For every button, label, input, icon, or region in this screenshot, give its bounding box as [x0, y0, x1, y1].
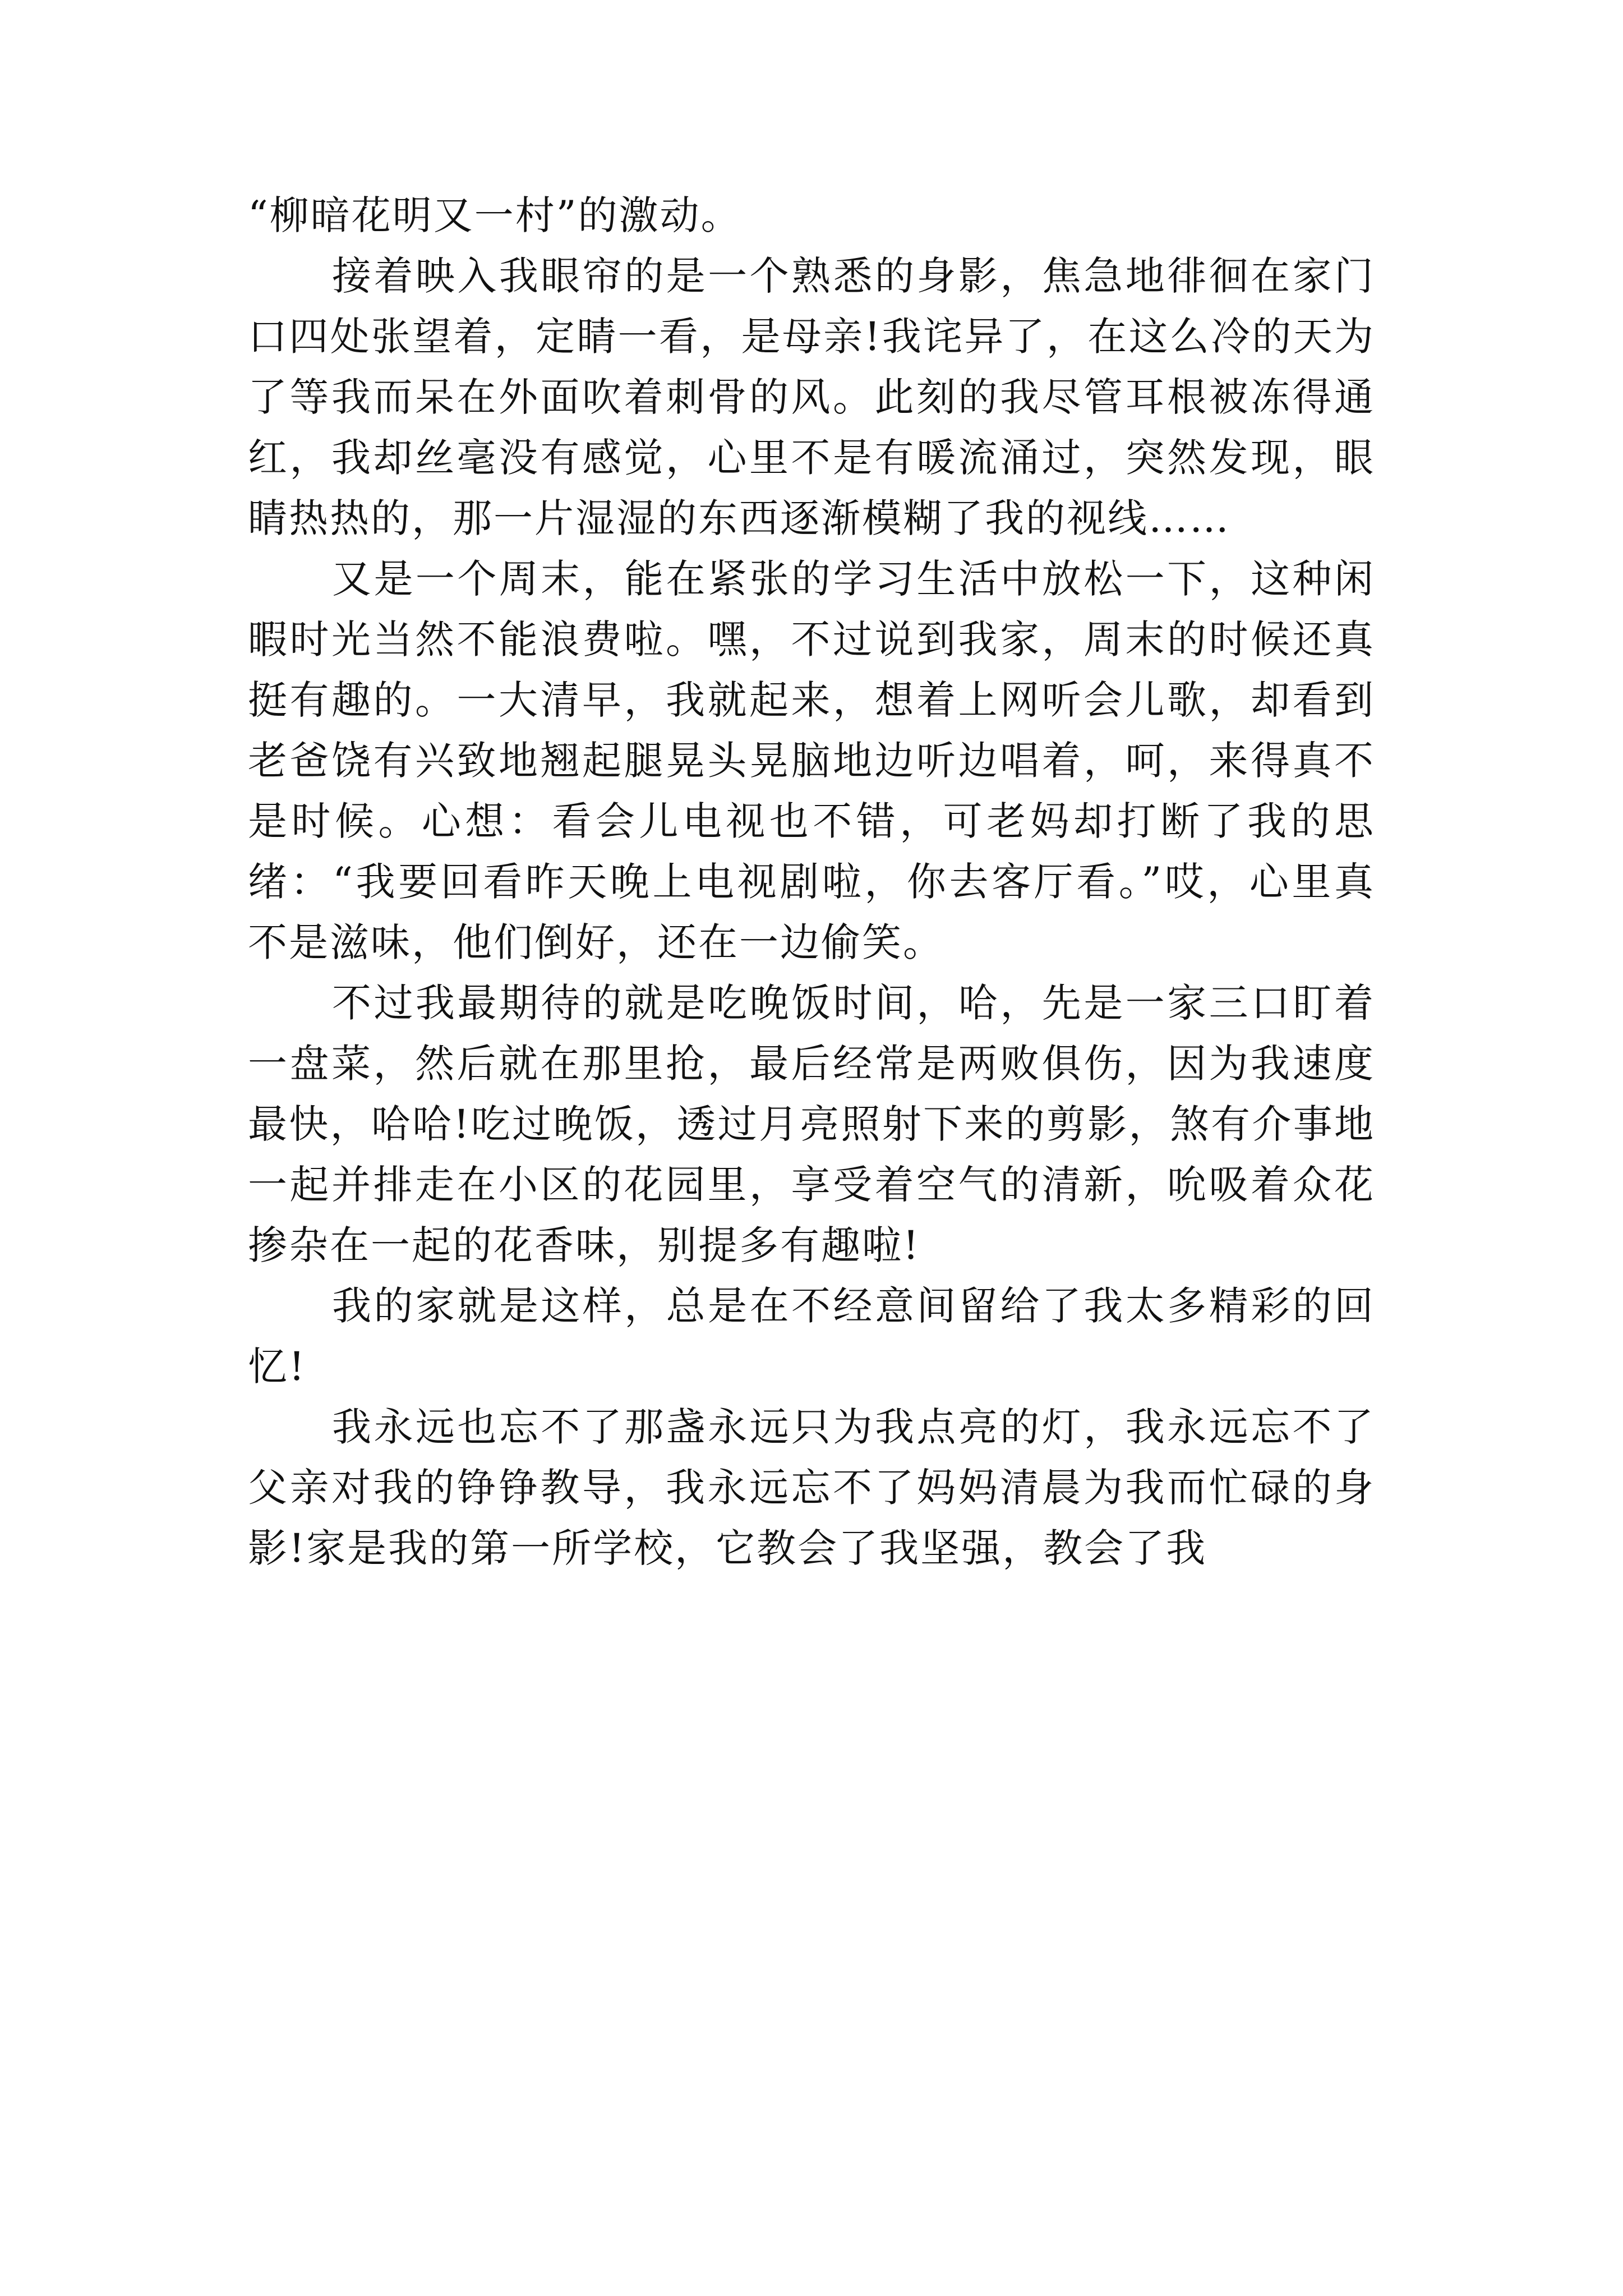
body-text	[248, 185, 1375, 1579]
paragraph: 我的家就是这样，总是在不经意间留给了我太多精彩的回忆!	[248, 1283, 1375, 1389]
paragraph: 不过我最期待的就是吃晚饭时间，哈，先是一家三口盯着一盘菜，然后就在那里抢，最后经常是两败俱伤，因为我速度最快，哈哈!吃过晚饭，透过月亮照射下来的剪影，煞有介事地一起并排走在小区的花园里，享受着空气的清新，吮吸着众花掺杂在一起的花香味，别提多有趣啦!	[248, 980, 1375, 1268]
paragraph: 接着映入我眼帘的是一个熟悉的身影，焦急地徘徊在家门口四处张望着，定睛一看，是母亲!我诧异了，在这么冷的天为了等我而呆在外面吹着刺骨的风。此刻的我尽管耳根被冻得通红，我却丝毫没有感觉，心里不是有暖流涌过，突然发现，眼睛热热的，那一片湿湿的东西逐渐模糊了我的视线……	[248, 253, 1375, 541]
paragraph: “柳暗花明又一村”的激动。	[248, 192, 742, 238]
paragraph: 我永远也忘不了那盏永远只为我点亮的灯，我永远忘不了父亲对我的铮铮教导，我永远忘不了妈妈清晨为我而忙碌的身影!家是我的第一所学校，它教会了我坚强，教会了我	[248, 1404, 1375, 1571]
paragraph: 又是一个周末，能在紧张的学习生活中放松一下，这种闲暇时光当然不能浪费啦。嘿，不过说到我家，周末的时候还真挺有趣的。一大清早，我就起来，想着上网听会儿歌，却看到老爸饶有兴致地翘起腿晃头晃脑地边听边唱着，呵，来得真不是时候。心想：看会儿电视也不错，可老妈却打断了我的思绪：“我要回看昨天晚上电视剧啦，你去客厅看。”哎，心里真不是滋味，他们倒好，还在一边偷笑。	[248, 556, 1375, 965]
